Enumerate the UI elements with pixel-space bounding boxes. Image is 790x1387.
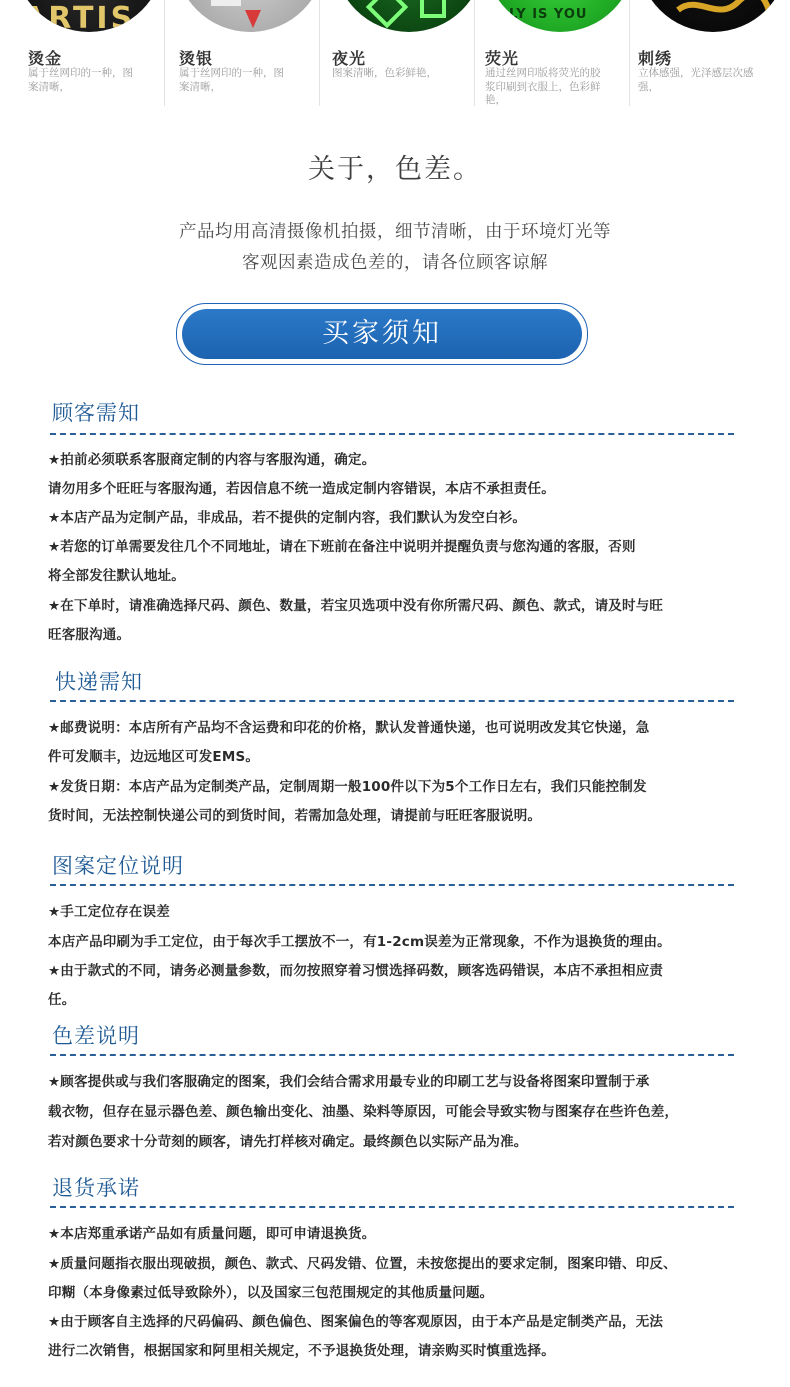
section-line: 进行二次销售，根据国家和阿里相关规定，不予退换货处理，请亲购买时慎重选择。 [48,1343,555,1359]
craft-desc-line: 属于丝网印的一种，图 [28,67,133,79]
section-title: 退货承诺 [52,1176,140,1200]
craft-desc-line: 通过丝网印版将荧光的胶 [485,67,601,79]
section-line: 任。 [48,992,76,1008]
craft-desc [179,67,284,94]
section-line: 件可发顺丰，边远地区可发EMS。 [48,749,260,765]
craft-desc [638,67,754,94]
section-title: 顾客需知 [52,401,140,425]
color-difference-line: 产品均用高清摄像机拍摄，细节清晰，由于环境灯光等 [179,222,611,242]
section-line: ★本店郑重承诺产品如有质量问题，即可申请退换货。 [48,1226,376,1242]
craft-embroidery [630,0,790,110]
section-title: 快递需知 [55,670,143,694]
craft-desc [28,67,133,94]
section-divider [50,433,734,435]
craft-name: 刺绣 [638,49,673,68]
section-line: ★若您的订单需要发往几个不同地址，请在下班前在备注中说明并提醒负责与您沟通的客服，否则 [48,539,636,555]
glow-in-dark-thumbnail [334,0,484,32]
craft-desc-line: 艳， [485,94,506,106]
silver-foil-thumbnail [175,0,325,32]
section-line: ★由于顾客自主选择的尺码偏码、颜色偏色、图案偏色的等客观原因，由于本产品是定制类产品，无法 [48,1314,664,1330]
craft-desc-line: 强， [638,80,659,93]
section-line: ★质量问题指衣服出现破损，颜色、款式、尺码发错、位置，未按您提出的要求定制，图案印错、印反、 [48,1256,677,1272]
section-divider [50,1206,734,1208]
section-line: ★拍前必须联系客服商定制的内容与客服沟通，确定。 [48,452,376,468]
section-line: 货时间，无法控制快递公司的到货时间，若需加急处理，请提前与旺旺客服说明。 [48,808,542,824]
section-divider [50,884,734,886]
craft-name: 烫金 [28,49,63,68]
section-line: ★手工定位存在误差 [48,904,170,920]
craft-desc-line: 案清晰， [179,80,221,93]
section-title: 图案定位说明 [52,854,184,878]
craft-name: 荧光 [485,49,520,68]
fluorescent-thumbnail [485,0,635,32]
section-line: ★本店产品为定制产品，非成品，若不提供的定制内容，我们默认为发空白衫。 [48,510,527,526]
section-line: ★发货日期：本店产品为定制类产品，定制周期一般100件以下为5个工作日左右，我们只能控制发 [48,779,647,795]
craft-desc-line: 图案清晰，色彩鲜艳， [332,67,437,79]
craft-gold-foil [0,0,164,110]
section-line: 旺客服沟通。 [48,627,131,643]
gold-foil-thumbnail [14,0,164,32]
section-line: ★在下单时，请准确选择尺码、颜色、数量，若宝贝选项中没有你所需尺码、颜色、款式，请及时与旺 [48,598,664,614]
craft-glow-in-dark [320,0,474,110]
section-divider [50,1054,734,1056]
craft-silver-foil [165,0,319,110]
craft-desc-line: 属于丝网印的一种，图 [179,67,284,79]
buyer-notice-banner [176,303,588,365]
section-line: 请勿用多个旺旺与客服沟通，若因信息不统一造成定制内容错误，本店不承担责任。 [48,481,555,497]
craft-thumb-text: ARTIS [22,1,136,32]
section-line: 载衣物，但存在显示器色差、颜色输出变化、油墨、染料等原因，可能会导致实物与图案存在些许色差， [48,1104,679,1120]
section-title: 色差说明 [52,1024,140,1048]
craft-strip [0,0,790,110]
craft-thumb-text: LY IS YOU [509,7,588,22]
section-line: 将全部发往默认地址。 [48,568,185,584]
section-line: 若对颜色要求十分苛刻的顾客，请先打样核对确定。最终颜色以实际产品为准。 [48,1134,528,1150]
section-line: 印糊（本身像素过低导致除外），以及国家三包范围规定的其他质量问题。 [48,1285,494,1301]
section-line: ★顾客提供或与我们客服确定的图案，我们会结合需求用最专业的印刷工艺与设备将图案印置制于承 [48,1074,650,1090]
craft-desc [485,67,601,108]
color-difference-line: 客观因素造成色差的，请各位顾客谅解 [242,253,548,273]
craft-desc-line: 案清晰， [28,80,70,93]
craft-name: 夜光 [332,49,367,68]
color-difference-title: 关于，色差。 [308,154,482,185]
craft-desc-line: 浆印刷到衣服上，色彩鲜 [485,80,601,93]
craft-desc-line: 立体感强，光泽感层次感 [638,67,754,79]
embroidery-thumbnail [638,0,788,32]
craft-fluorescent [475,0,629,110]
craft-desc [332,67,437,81]
section-line: ★邮费说明：本店所有产品均不含运费和印花的价格，默认发普通快递，也可说明改发其它快递，急 [48,720,650,736]
buyer-notice-label: 买家须知 [182,309,582,359]
section-divider [50,700,734,702]
section-line: 本店产品印刷为手工定位，由于每次手工摆放不一，有1-2cm误差为正常现象，不作为退换货的理由。 [48,934,671,950]
craft-name: 烫银 [179,49,214,68]
section-line: ★由于款式的不同，请务必测量参数，而勿按照穿着习惯选择码数，顾客选码错误，本店不承担相应责 [48,963,664,979]
